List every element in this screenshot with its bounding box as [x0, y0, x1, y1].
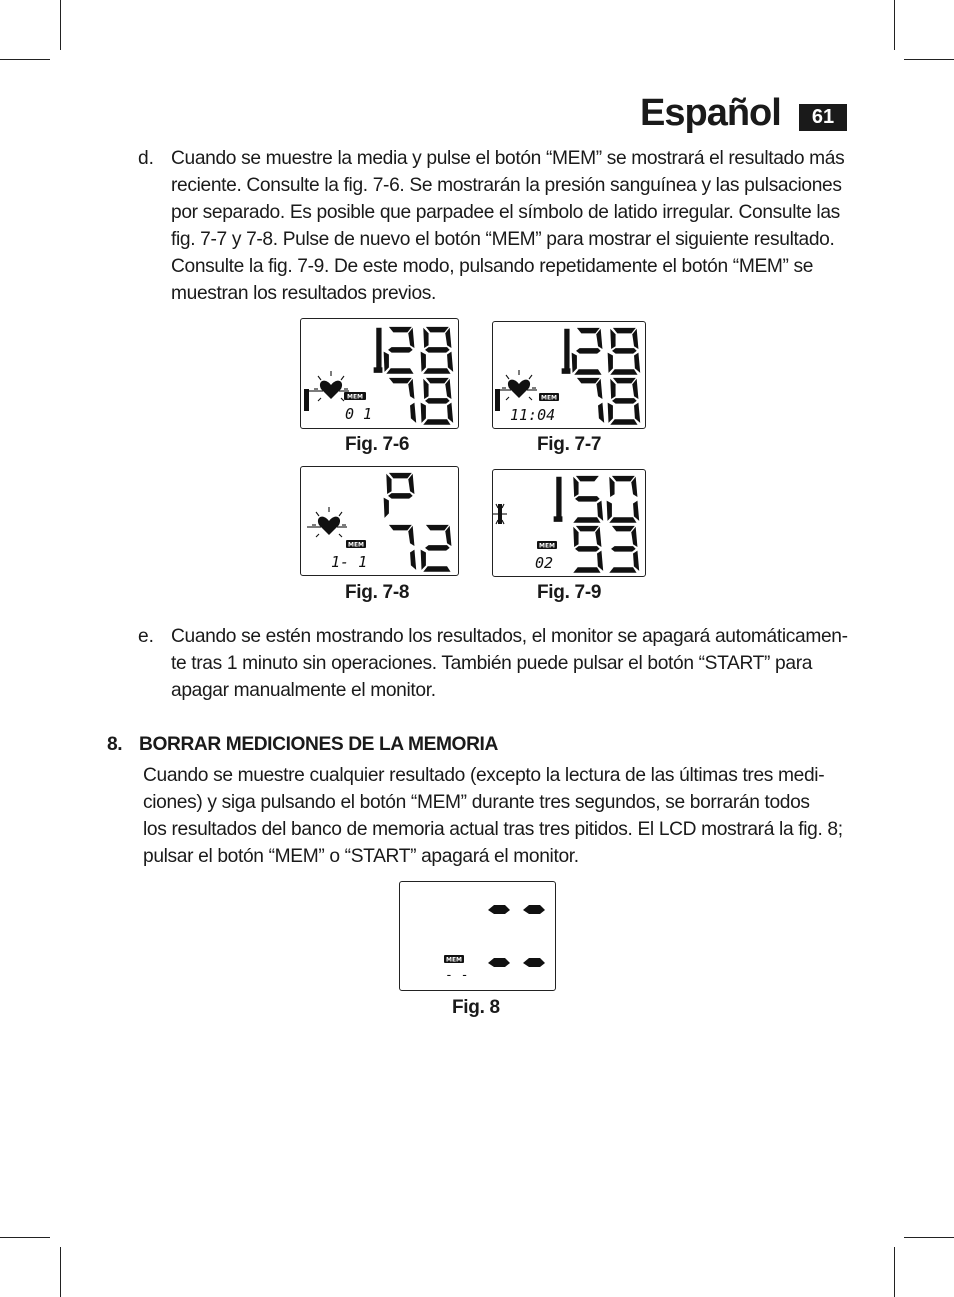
time-readout: 11:04 [510, 406, 556, 424]
figure-caption: Fig. 7-6 [345, 434, 410, 455]
mem-label: MEM [347, 541, 365, 549]
section-heading: BORRAR MEDICIONES DE LA MEMORIA [139, 734, 498, 755]
mem-label: MEM [445, 956, 463, 964]
mem-label: MEM [540, 394, 558, 402]
memory-index: 02 [535, 554, 554, 572]
memory-index: 1- 1 [331, 553, 368, 571]
crop-mark [894, 0, 895, 50]
page-title: Español [640, 92, 781, 134]
lcd-display-fig-7-9 [492, 469, 646, 577]
text-line: ciones) y siga pulsando el botón “MEM” durante tres segundos, se borrarán todos [143, 792, 810, 813]
figure-caption: Fig. 8 [452, 997, 500, 1018]
item-d-text [171, 145, 844, 307]
crop-mark [0, 1237, 50, 1238]
text-line: Consulte la fig. 7-9. De este modo, pulsando repetidamente el botón “MEM” se [171, 256, 814, 277]
lcd-display-fig-7-6 [300, 318, 459, 429]
page-number-badge: 61 [799, 104, 847, 131]
crop-mark [60, 0, 61, 50]
figure-caption: Fig. 7-7 [537, 434, 602, 455]
text-line: pulsar el botón “MEM” o “START” apagará el monitor. [143, 846, 579, 867]
list-marker-e: e. [138, 626, 155, 647]
figure-caption: Fig. 7-8 [345, 582, 410, 603]
text-line: muestran los resultados previos. [171, 283, 437, 304]
lcd-display-fig-7-7 [492, 321, 646, 429]
text-line: apagar manualmente el monitor. [171, 680, 436, 701]
mem-label: MEM [346, 393, 364, 401]
crop-mark [894, 1247, 895, 1297]
text-line: Cuando se muestre la media y pulse el botón “MEM” se mostrará el resultado más [171, 148, 845, 169]
memory-index: 0 1 [345, 405, 373, 423]
text-line: los resultados del banco de memoria actual tras tres pitidos. El LCD mostrará la fig. 8; [143, 819, 843, 840]
figure-caption: Fig. 7-9 [537, 582, 602, 603]
section-8-text [143, 762, 843, 870]
text-line: fig. 7-7 y 7-8. Pulse de nuevo el botón “MEM” para mostrar el siguiente resultado. [171, 229, 835, 250]
text-line: Cuando se muestre cualquier resultado (excepto la lectura de las últimas tres medi- [143, 765, 825, 786]
memory-index: - - [445, 968, 469, 983]
crop-mark [0, 59, 50, 60]
text-line: Cuando se estén mostrando los resultados, el monitor se apagará automáticamen- [171, 626, 848, 647]
section-number: 8. [107, 734, 123, 755]
text-line: por separado. Es posible que parpadee el símbolo de latido irregular. Consulte las [171, 202, 840, 223]
mem-label: MEM [538, 542, 556, 550]
text-line: reciente. Consulte la fig. 7-6. Se mostrarán la presión sanguínea y las pulsaciones [171, 175, 842, 196]
text-line: te tras 1 minuto sin operaciones. También puede pulsar el botón “START” para [171, 653, 813, 674]
item-e-text [171, 623, 848, 704]
crop-mark [60, 1247, 61, 1297]
lcd-display-fig-8 [399, 881, 556, 991]
list-marker-d: d. [138, 148, 155, 169]
lcd-display-fig-7-8 [300, 466, 459, 576]
crop-mark [904, 59, 954, 60]
crop-mark [904, 1237, 954, 1238]
